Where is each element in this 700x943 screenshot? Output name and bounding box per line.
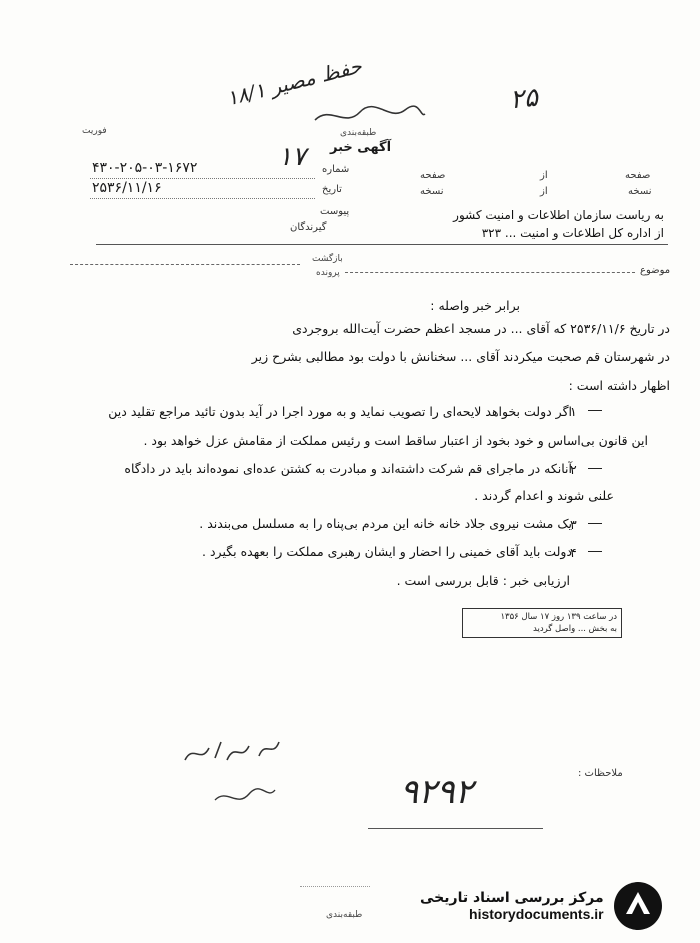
body-item-2-cont: علنی شوند و اعدام گردند .: [474, 488, 614, 503]
notes-rule: [368, 828, 543, 829]
date-underline: [90, 198, 315, 199]
copy-label: نسخه: [628, 186, 652, 197]
number-label: شماره: [322, 164, 350, 175]
body-item-4: دولت باید آقای خمینی را احضار و ایشان رهبری مملکت را بعهده بگیرد .: [202, 544, 572, 559]
subject-dash-left: [70, 264, 300, 265]
item-dash-3: [588, 523, 602, 524]
handwritten-initials: [175, 730, 285, 820]
form-title: آگهی خبر: [330, 140, 392, 155]
logo-url: historydocuments.ir: [469, 906, 604, 922]
notes-label: ملاحظات :: [578, 768, 623, 779]
body-line-4: اظهار داشته است :: [568, 378, 670, 393]
item-number-1: ۱: [570, 404, 577, 419]
handwritten-number: ۱۷: [278, 142, 306, 172]
date-value: ۲۵۳۶/۱۱/۱۶: [92, 180, 162, 196]
copy-label-2: نسخه: [420, 186, 444, 197]
body-item-3: یک مشت نیروی جلاد خانه خانه این مردم بی‌پناه را به مسلسل می‌بندند .: [199, 516, 572, 531]
body-item-1-cont: این قانون بی‌اساس و خود بخود از اعتبار ساقط است و رئیس مملکت از مقامش عزل خواهد بود .: [143, 433, 648, 448]
body-intro: برابر خبر واصله :: [430, 298, 520, 313]
page-label-2: صفحه: [420, 170, 446, 181]
corner-handwritten-mark: ۲۵: [508, 82, 540, 116]
footer-classification-label: طبقه‌بندی: [326, 910, 363, 920]
archive-label: بازگشت: [312, 254, 343, 264]
body-line-3: در شهرستان قم صحبت میکردند آقای ... سخنانش با دولت بود مطالبی بشرح زیر: [251, 349, 670, 364]
subject-dash-right: [345, 272, 635, 273]
receipt-stamp: [462, 608, 622, 638]
stamp-line-1: در ساعت ۱۳۹ روز ۱۷ سال ۱۳۵۶: [500, 612, 617, 622]
footer-faint-text: [300, 886, 370, 895]
number-value: ۴۳۰-۲۰۵-۰۳-۱۶۷۲: [92, 160, 198, 176]
item-dash-4: [588, 551, 602, 552]
recipients-label: گیرندگان: [290, 222, 327, 233]
archive-logo-icon: [612, 880, 664, 932]
classification-label: طبقه‌بندی: [340, 128, 377, 138]
number-underline: [90, 178, 315, 179]
header-rule: [96, 244, 668, 245]
stamp-line-2: به بخش ... واصل گردید: [533, 624, 617, 634]
page-label: صفحه: [625, 170, 651, 181]
archive-logo: [420, 880, 664, 932]
assessment-line: ارزیابی خبر : قابل بررسی است .: [396, 573, 570, 588]
item-dash-1: [588, 410, 602, 411]
top-handwritten-note: حفظ مصیر ۱۸/۱: [224, 53, 365, 111]
item-number-2: ۲: [570, 462, 577, 477]
date-label: تاریخ: [322, 184, 342, 195]
body-item-1: اگر دولت بخواهد لایحه‌ای را تصویب نماید و به مورد اجرا در آید بدون تائید مراجع تقلید دین: [108, 404, 572, 419]
body-line-2: در تاریخ ۲۵۳۶/۱۱/۶ که آقای ... در مسجد اعظم حضرت آیت‌الله بروجردی: [292, 321, 670, 336]
subject-label: موضوع: [640, 265, 671, 276]
header-scribble: [310, 100, 430, 130]
logo-persian-name: مرکز بررسی اسناد تاریخی: [420, 890, 604, 906]
body-item-2: آنانکه در ماجرای قم شرکت داشته‌اند و مبادرت به کشتن عده‌ای نموده‌اند باید در دادگاه: [124, 461, 572, 476]
copy-of-label: از: [540, 186, 548, 197]
file-label: پرونده: [316, 268, 340, 278]
item-number-3: ۳: [570, 517, 577, 532]
attachment-label: پیوست: [320, 206, 350, 217]
item-number-4: ۴: [570, 545, 577, 560]
handwritten-file-number: ۹۲۹۲: [400, 772, 474, 812]
priority-label: فوریت: [82, 126, 107, 136]
addressee-to: به‌ ریاست سازمان اطلاعات و امنیت کشور: [453, 208, 664, 222]
item-dash-2: [588, 468, 602, 469]
page-of-label: از: [540, 170, 548, 181]
logo-text-block: [420, 890, 604, 922]
addressee-from: از اداره کل اطلاعات و امنیت ... ۳۲۳: [481, 226, 664, 240]
